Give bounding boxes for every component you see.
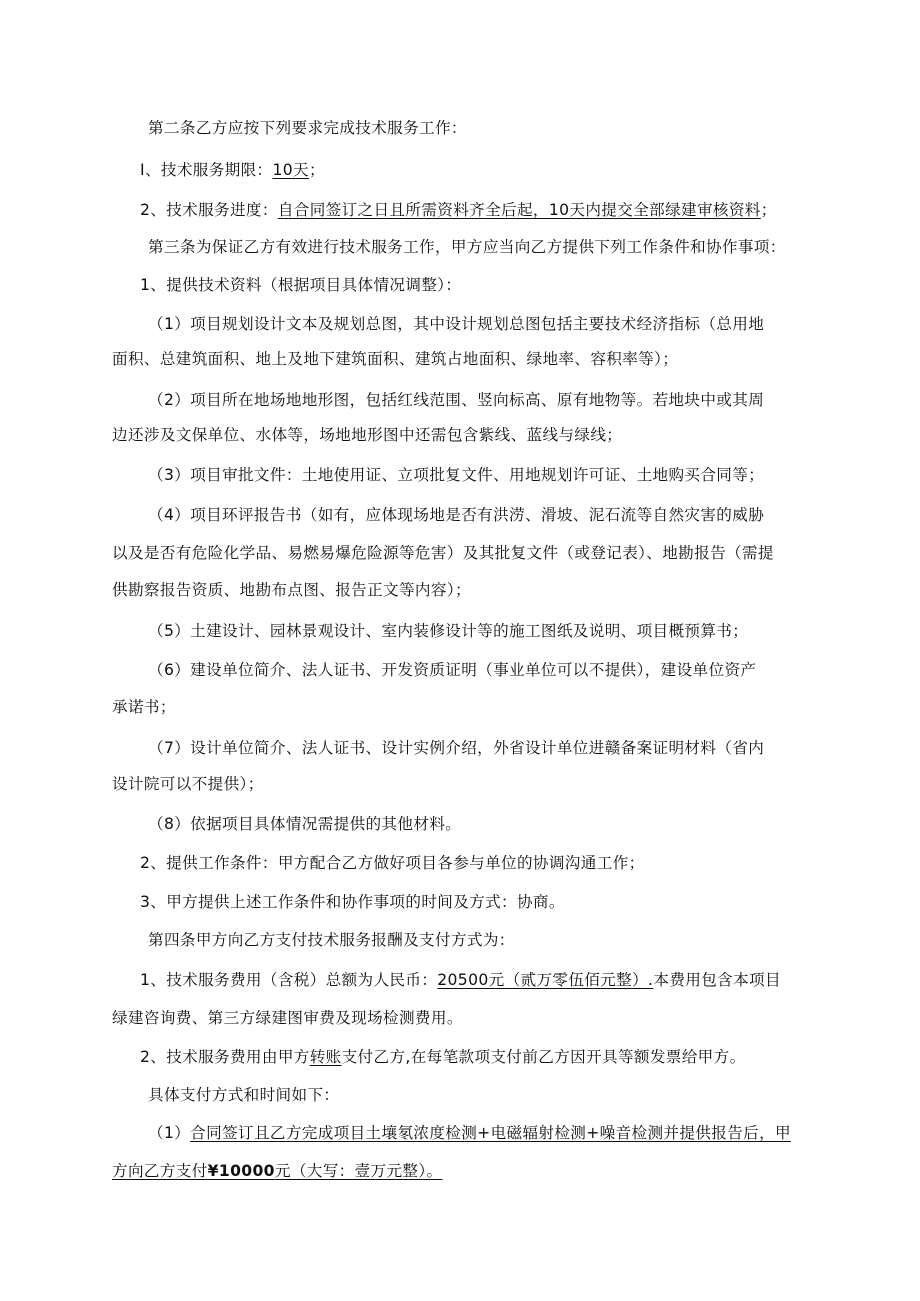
article-3-heading: 第三条为保证乙方有效进行技术服务工作，甲方应当向乙方提供下列工作条件和协作事项： [148,238,786,256]
material-3: （3）项目审批文件：土地使用证、立项批复文件、用地规划许可证、土地购买合同等； [148,466,765,484]
material-4-line-2: 以及是否有危险化学品、易燃易爆危险源等危害）及其批复文件（或登记表）、地勘报告（需提 [112,544,774,562]
service-period-value: 10天 [272,161,309,179]
service-progress: 2、技术服务进度：自合同签订之日且所需资料齐全后起，10天内提交全部绿建审核资料； [140,201,777,219]
material-8: （8）依据项目具体情况需提供的其他材料。 [148,815,462,833]
material-4-line-3: 供勘察报告资质、地勘布点图、报告正文等内容）； [112,581,471,599]
material-4-line-1: （4）项目环评报告书（如有，应体现场地是否有洪涝、滑坡、泥石流等自然灾害的威胁 [148,506,765,524]
article-4-heading: 第四条甲方向乙方支付技术服务报酬及支付方式为： [148,931,515,949]
item-time-and-method: 3、甲方提供上述工作条件和协作事项的时间及方式：协商。 [140,893,565,911]
material-1-line-2: 面积、总建筑面积、地上及地下建筑面积、建筑占地面积、绿地率、容积率等）； [112,350,679,368]
service-period: I、技术服务期限：10天； [140,161,325,179]
payment-1-amount: ¥10000 [207,1162,275,1180]
article-2-heading: 第二条乙方应按下列要求完成技术服务工作： [148,119,467,137]
payment-method-value: 转账 [309,1048,342,1066]
material-6-line-2: 承诺书； [112,698,176,716]
item-technical-materials: 1、提供技术资料（根据项目具体情况调整）： [140,276,462,294]
material-2-line-2: 边还涉及文保单位、水体等，场地地形图中还需包含紫线、蓝线与绿线； [112,426,623,444]
payment-1-condition: 合同签订且乙方完成项目土壤氡浓度检测+电磁辐射检测+噪音检测并提供报告后，甲 [190,1124,791,1142]
material-7-line-1: （7）设计单位简介、法人证书、设计实例介绍，外省设计单位进赣备案证明材料（省内 [148,739,765,757]
material-5: （5）土建设计、园林景观设计、室内装修设计等的施工图纸及说明、项目概预算书； [148,622,749,640]
material-1-line-1: （1）项目规划设计文本及规划总图，其中设计规划总图包括主要技术经济指标（总用地 [148,315,765,333]
payment-1-line-2: 方向乙方支付¥10000元（大写：壹万元整）。 [112,1162,443,1180]
payment-schedule-heading: 具体支付方式和时间如下： [148,1086,340,1104]
payment-method: 2、技术服务费用由甲方转账支付乙方,在每笔款项支付前乙方因开具等额发票给甲方。 [140,1048,746,1066]
material-6-line-1: （6）建设单位简介、法人证书、开发资质证明（事业单位可以不提供），建设单位资产 [148,661,757,679]
item-work-conditions: 2、提供工作条件：甲方配合乙方做好项目各参与单位的协调沟通工作； [140,854,645,872]
total-fee-amount: 20500元（贰万零伍佰元整）. [437,971,654,989]
total-fee-line-2: 绿建咨询费、第三方绿建图审费及现场检测费用。 [112,1009,463,1027]
service-progress-value: 自合同签订之日且所需资料齐全后起，10天内提交全部绿建审核资料 [277,201,761,219]
material-7-line-2: 设计院可以不提供）； [112,775,264,793]
material-2-line-1: （2）项目所在地场地地形图，包括红线范围、竖向标高、原有地物等。若地块中或其周 [148,391,765,409]
payment-1-line-1: （1）合同签订且乙方完成项目土壤氡浓度检测+电磁辐射检测+噪音检测并提供报告后，甲 [148,1124,791,1142]
total-fee-line-1: 1、技术服务费用（含税）总额为人民币：20500元（贰万零伍佰元整）.本费用包含本项目 [140,971,781,989]
